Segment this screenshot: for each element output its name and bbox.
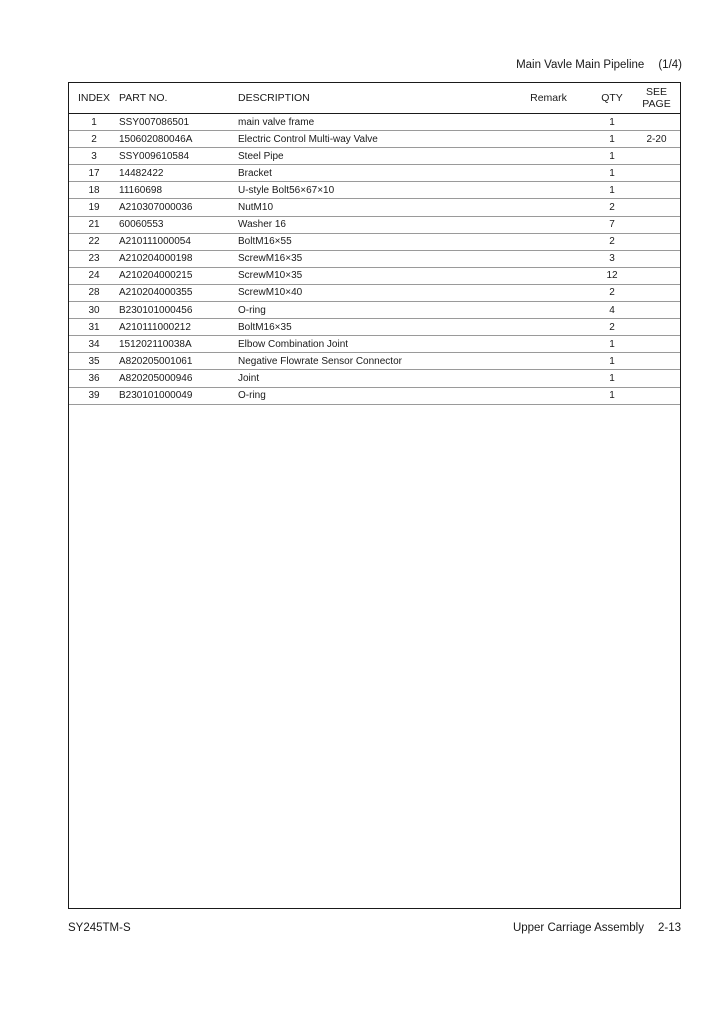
cell-part-no: 150602080046A [119,131,238,148]
cell-description: Electric Control Multi-way Valve [238,131,506,148]
cell-part-no: B230101000456 [119,302,238,319]
cell-description: O-ring [238,302,506,319]
table-row [69,233,680,250]
cell-description: ScrewM10×35 [238,267,506,284]
cell-see-page [633,165,680,182]
cell-qty: 1 [591,353,633,370]
cell-part-no: 60060553 [119,216,238,233]
cell-remark [506,148,591,165]
table-row [69,267,680,284]
table-row [69,336,680,353]
cell-index: 21 [69,216,119,233]
cell-qty: 2 [591,284,633,301]
table-row [69,250,680,267]
cell-description: BoltM16×55 [238,233,506,250]
cell-index: 28 [69,284,119,301]
cell-see-page [633,353,680,370]
cell-part-no: 14482422 [119,165,238,182]
cell-part-no: SSY009610584 [119,148,238,165]
cell-description: main valve frame [238,114,506,131]
cell-qty: 7 [591,216,633,233]
column-header-remark: Remark [506,83,591,114]
cell-see-page [633,216,680,233]
column-header-description: DESCRIPTION [238,83,506,114]
cell-index: 30 [69,302,119,319]
cell-index: 23 [69,250,119,267]
cell-qty: 1 [591,387,633,404]
cell-part-no: A210204000355 [119,284,238,301]
cell-remark [506,216,591,233]
parts-list-frame [68,82,681,909]
cell-remark [506,165,591,182]
cell-part-no: A820205001061 [119,353,238,370]
cell-index: 36 [69,370,119,387]
cell-part-no: A210111000054 [119,233,238,250]
cell-description: ScrewM16×35 [238,250,506,267]
cell-see-page [633,267,680,284]
column-header-index: INDEX [69,83,119,114]
cell-description: Steel Pipe [238,148,506,165]
cell-description: Negative Flowrate Sensor Connector [238,353,506,370]
cell-description: BoltM16×35 [238,319,506,336]
table-row [69,199,680,216]
cell-remark [506,319,591,336]
cell-qty: 12 [591,267,633,284]
cell-qty: 1 [591,336,633,353]
table-row [69,148,680,165]
cell-qty: 1 [591,131,633,148]
page-counter: (1/4) [658,59,682,71]
cell-remark [506,131,591,148]
cell-index: 3 [69,148,119,165]
cell-description: U-style Bolt56×67×10 [238,182,506,199]
cell-description: Washer 16 [238,216,506,233]
table-row [69,302,680,319]
table-row [69,131,680,148]
table-row [69,353,680,370]
cell-part-no: A210204000215 [119,267,238,284]
cell-qty: 1 [591,165,633,182]
cell-index: 2 [69,131,119,148]
cell-see-page [633,114,680,131]
model-number: SY245TM-S [68,922,131,934]
cell-index: 31 [69,319,119,336]
cell-description: O-ring [238,387,506,404]
cell-remark [506,336,591,353]
cell-qty: 2 [591,319,633,336]
cell-remark [506,182,591,199]
cell-remark [506,387,591,404]
cell-qty: 3 [591,250,633,267]
table-header-row [69,83,680,114]
cell-index: 35 [69,353,119,370]
cell-see-page [633,302,680,319]
cell-qty: 2 [591,199,633,216]
cell-part-no: B230101000049 [119,387,238,404]
cell-see-page [633,284,680,301]
cell-remark [506,284,591,301]
table-row [69,114,680,131]
parts-table-body [69,114,680,405]
cell-part-no: A820205000946 [119,370,238,387]
table-row [69,387,680,404]
cell-see-page [633,319,680,336]
page-title: Main Vavle Main Pipeline [516,59,645,71]
cell-remark [506,370,591,387]
cell-part-no: A210307000036 [119,199,238,216]
cell-see-page [633,387,680,404]
cell-qty: 4 [591,302,633,319]
table-row [69,370,680,387]
cell-index: 19 [69,199,119,216]
cell-index: 24 [69,267,119,284]
cell-see-page [633,233,680,250]
table-row [69,182,680,199]
page-footer [68,922,681,934]
cell-qty: 1 [591,370,633,387]
table-row [69,165,680,182]
cell-remark [506,233,591,250]
table-row [69,284,680,301]
cell-part-no: A210204000198 [119,250,238,267]
cell-remark [506,267,591,284]
cell-qty: 1 [591,114,633,131]
cell-qty: 1 [591,148,633,165]
table-row [69,216,680,233]
section-name: Upper Carriage Assembly [512,922,644,934]
cell-see-page [633,182,680,199]
cell-qty: 1 [591,182,633,199]
cell-see-page [633,250,680,267]
cell-index: 1 [69,114,119,131]
cell-description: Bracket [238,165,506,182]
cell-part-no: SSY007086501 [119,114,238,131]
cell-remark [506,302,591,319]
cell-description: NutM10 [238,199,506,216]
cell-remark [506,250,591,267]
column-header-qty: QTY [591,83,633,114]
cell-see-page: 2-20 [633,131,680,148]
cell-part-no: 151202110038A [119,336,238,353]
cell-remark [506,353,591,370]
table-row [69,319,680,336]
cell-index: 39 [69,387,119,404]
cell-qty: 2 [591,233,633,250]
cell-see-page [633,336,680,353]
cell-part-no: A210111000212 [119,319,238,336]
cell-remark [506,199,591,216]
parts-table [69,83,680,405]
cell-description: ScrewM10×40 [238,284,506,301]
cell-description: Joint [238,370,506,387]
column-header-part-no: PART NO. [119,83,238,114]
cell-part-no: 11160698 [119,182,238,199]
page-header [516,59,682,71]
cell-index: 18 [69,182,119,199]
cell-see-page [633,370,680,387]
column-header-see-page: SEE PAGE [633,83,680,114]
page-number: 2-13 [657,922,681,934]
cell-index: 34 [69,336,119,353]
cell-description: Elbow Combination Joint [238,336,506,353]
cell-see-page [633,199,680,216]
cell-index: 22 [69,233,119,250]
cell-index: 17 [69,165,119,182]
cell-remark [506,114,591,131]
cell-see-page [633,148,680,165]
